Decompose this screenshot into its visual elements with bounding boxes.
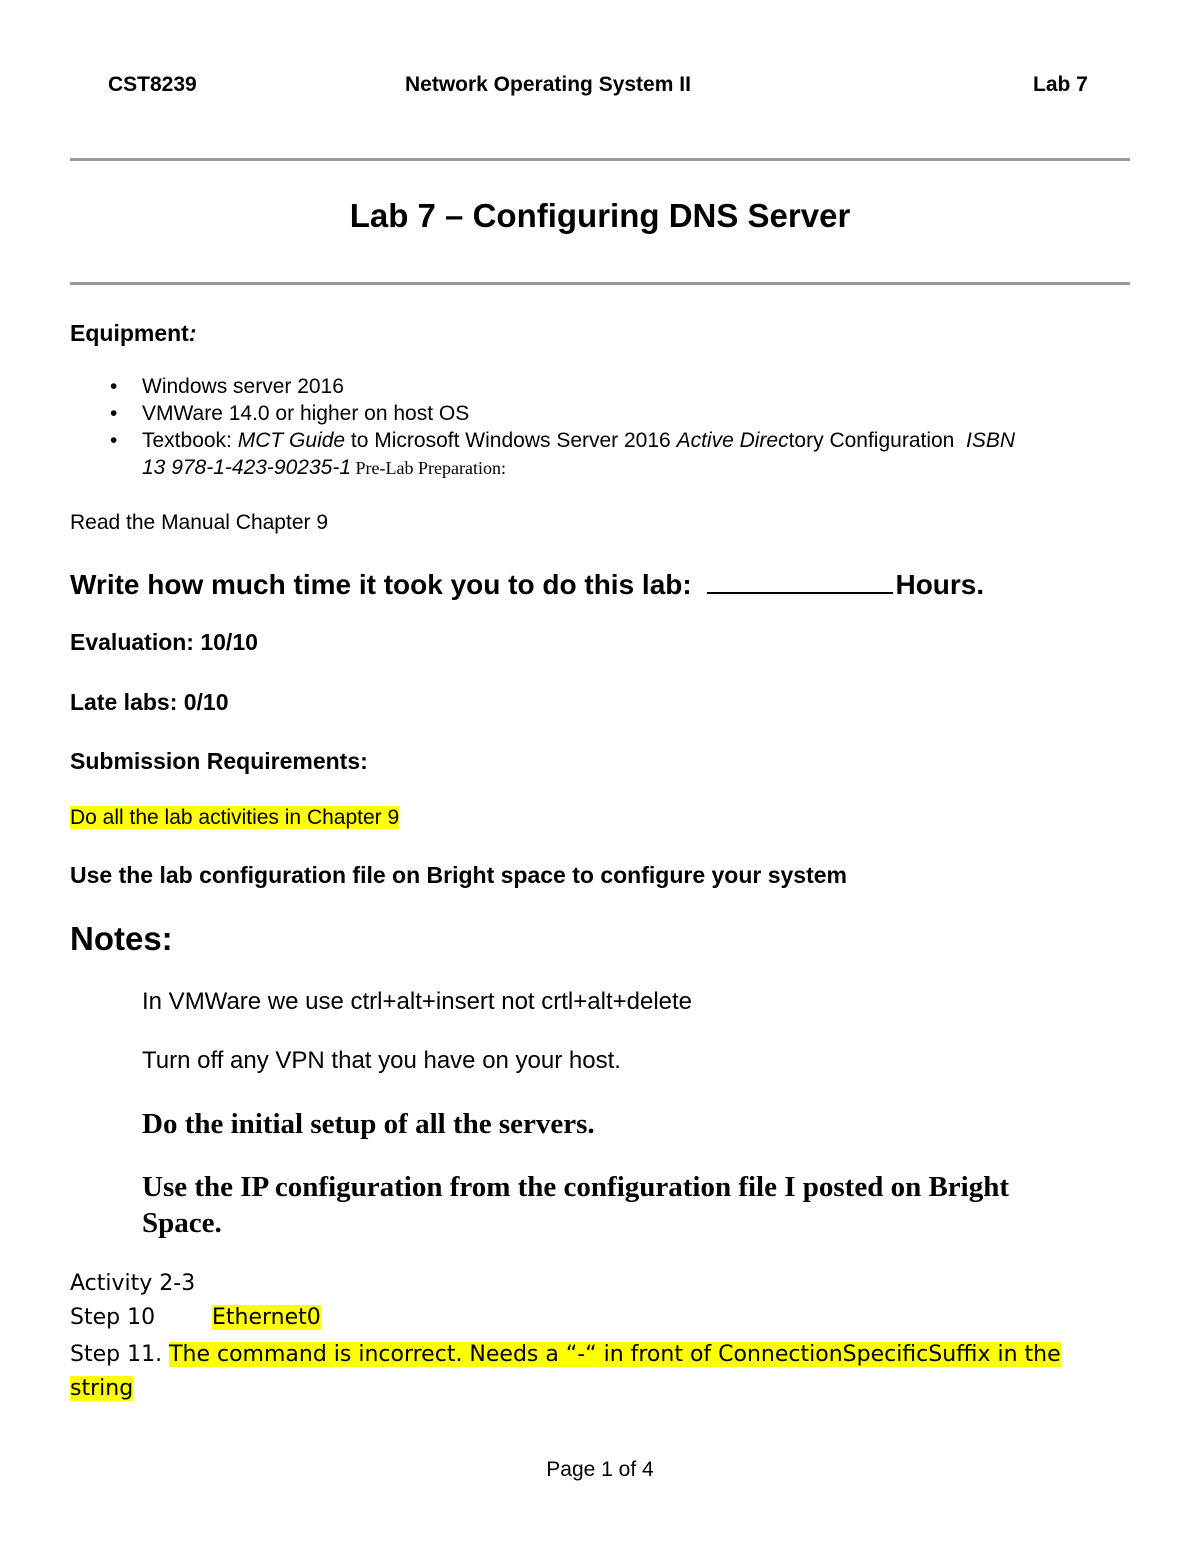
config-note: Use the lab configuration file on Bright space to configure your system (70, 862, 848, 888)
note-vpn: Turn off any VPN that you have on your host. (142, 1047, 621, 1074)
time-question-text: Write how much time it took you to do this lab: (70, 569, 700, 600)
time-question (70, 566, 984, 601)
evaluation: Evaluation: 10/10 (70, 629, 258, 655)
page-footer: Page 1 of 4 (546, 1458, 654, 1481)
textbook-middle: to Microsoft Windows Server 2016 (345, 429, 677, 452)
equipment-list (110, 373, 1140, 482)
read-manual: Read the Manual Chapter 9 (70, 511, 328, 534)
equipment-heading (70, 320, 197, 347)
hours-blank-field[interactable] (707, 566, 893, 594)
late-labs: Late labs: 0/10 (70, 689, 229, 715)
step10-label: Step 10 (70, 1305, 156, 1330)
header-lab-label: Lab 7 (1033, 73, 1088, 96)
equipment-heading-text: Equipment (70, 320, 189, 346)
note-ip-config (142, 1169, 1009, 1241)
textbook-after: Configuration (823, 429, 967, 452)
submission-heading: Submission Requirements: (70, 748, 368, 774)
note-ip-config-line2: Space. (142, 1207, 222, 1239)
equipment-item: • Windows server 2016 (110, 373, 1140, 400)
time-question-suffix: Hours. (895, 569, 985, 600)
equipment-item-textbook (110, 427, 1140, 482)
note-initial-setup: Do the initial setup of all the servers. (142, 1108, 595, 1140)
notes-heading: Notes: (70, 920, 173, 957)
step11-text-line1: The command is incorrect. Needs a “-“ in front of ConnectionSpecificSuffix in the (169, 1342, 1061, 1367)
textbook-ad-tail: tory (788, 429, 824, 452)
submission-highlight: Do all the lab activities in Chapter 9 (70, 806, 400, 829)
textbook-guide: MCT Guide (237, 429, 346, 452)
equipment-item: • VMWare 14.0 or higher on host OS (110, 400, 1140, 427)
activity-step10 (70, 1305, 321, 1330)
textbook-prefix: Textbook: (142, 429, 238, 452)
note-vmware-keys: In VMWare we use ctrl+alt+insert not crtl+alt+delete (142, 988, 693, 1015)
step11-text-line2: string (70, 1376, 134, 1401)
top-divider (70, 158, 1130, 161)
title-divider (70, 282, 1130, 285)
step10-value: Ethernet0 (212, 1305, 321, 1330)
equipment-heading-colon: : (188, 320, 197, 346)
note-ip-config-line1: Use the IP configuration from the configuration file I posted on Bright (142, 1171, 1010, 1203)
prelab-label: Pre-Lab Preparation: (351, 458, 506, 478)
activity-step11 (70, 1338, 1061, 1406)
page-title: Lab 7 – Configuring DNS Server (349, 197, 851, 234)
submission-requirement (70, 806, 399, 830)
textbook-active-directory: Active Direc (676, 429, 789, 452)
textbook-isbn-number: 13 978-1-423-90235-1 (142, 456, 351, 479)
header-course-name: Network Operating System II (405, 73, 691, 96)
activity-title: Activity 2-3 (70, 1271, 196, 1296)
step11-label: Step 11. (70, 1342, 170, 1367)
textbook-isbn-label: ISBN (966, 429, 1016, 452)
header-course-code: CST8239 (108, 73, 197, 96)
